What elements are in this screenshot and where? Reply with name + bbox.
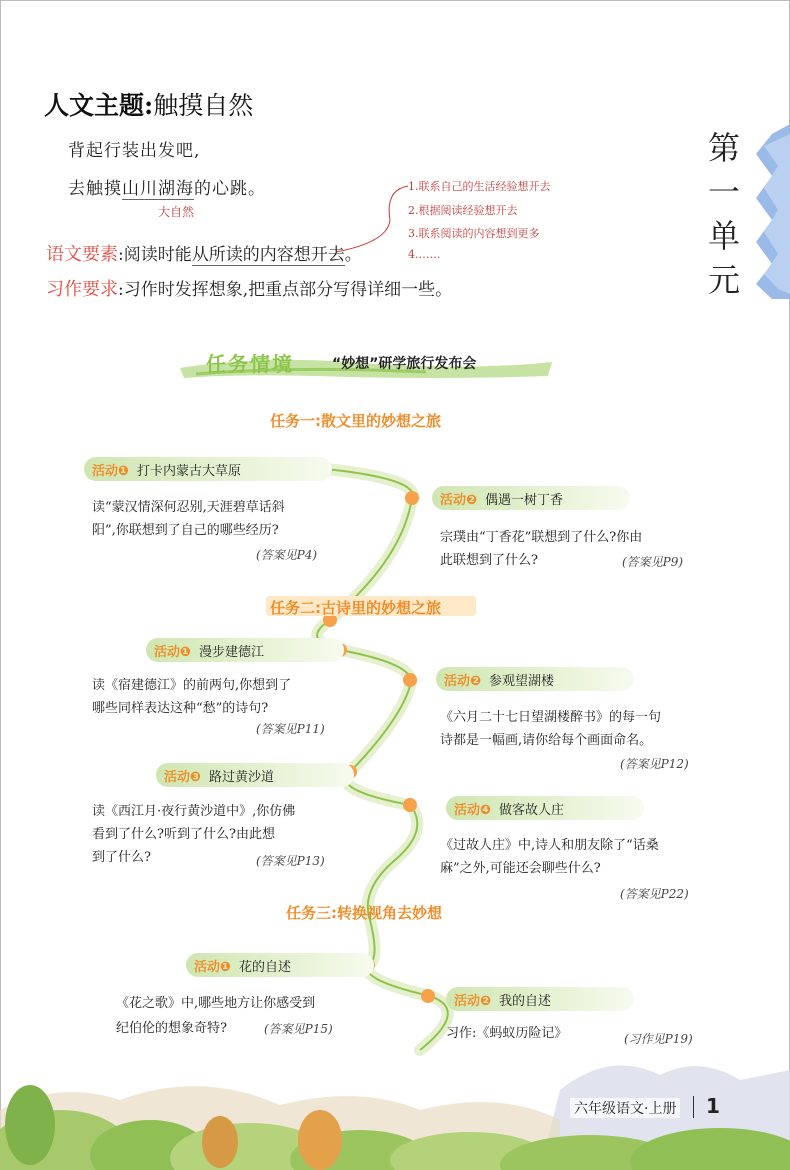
note-4: 4.…… xyxy=(408,248,441,261)
path-node-9 xyxy=(421,989,435,1003)
activity-1-1-answer: (答案见P4) xyxy=(256,548,318,562)
poem-line-1: 背起行装出发吧, xyxy=(68,141,201,161)
activity-3-1-desc-1: 《花之歌》中,哪些地方让你感受到 xyxy=(116,996,316,1011)
activity-2-1-label: 漫步建德江 xyxy=(199,644,265,660)
poem-line-2-pre: 去触摸 xyxy=(68,179,122,199)
reading-post: 。 xyxy=(344,245,362,265)
situation-label: 任务情境 xyxy=(206,352,294,376)
task-3-title: 任务三:转换视角去妙想 xyxy=(286,904,442,922)
activity-1-2-desc-1: 宗璞由“丁香花”联想到了什么?你由 xyxy=(440,530,643,545)
activity-2-2-desc-2: 诗都是一幅画,请你给每个画面命名。 xyxy=(440,733,653,748)
theme-text: 触摸自然 xyxy=(153,91,254,120)
unit-char-4: 元 xyxy=(707,261,740,299)
activity-3-2-label: 我的自述 xyxy=(499,993,552,1009)
activity-1-1-badge: 活动❶ xyxy=(92,463,130,479)
activity-2-4-label: 做客故人庄 xyxy=(499,802,565,818)
activity-2-2-chip xyxy=(436,667,634,691)
theme-colon: : xyxy=(144,91,154,120)
note-1: 1.联系自己的生活经验想开去 xyxy=(408,180,551,193)
activity-2-1-chip xyxy=(146,638,344,662)
footer-divider xyxy=(693,1096,694,1118)
activity-2-4-answer: (答案见P22) xyxy=(620,887,689,901)
activity-3-2-desc-1: 习作:《蚂蚁历险记》 xyxy=(446,1026,568,1041)
activity-2-3-chip xyxy=(156,763,354,787)
activity-1-2-label: 偶遇一树丁香 xyxy=(485,492,564,508)
activity-2-1-answer: (答案见P11) xyxy=(256,722,325,736)
activity-1-1-label: 打卡内蒙古大草原 xyxy=(137,463,242,479)
activity-3-2-answer: (习作见P19) xyxy=(624,1032,693,1046)
activity-2-3-label: 路过黄沙道 xyxy=(209,769,275,785)
activity-2-3-desc-1: 读《西江月·夜行黄沙道中》,你仿佛 xyxy=(92,804,296,819)
unit-char-1: 第 xyxy=(707,129,740,167)
activity-2-1-badge: 活动❶ xyxy=(154,644,192,660)
activity-2-3-badge: 活动❸ xyxy=(164,769,202,785)
activity-2-2-desc-1: 《六月二十七日望湖楼醉书》的每一句 xyxy=(440,710,662,725)
activity-2-3-desc-2: 看到了什么?听到了什么?由此想 xyxy=(92,827,275,842)
unit-char-2: 一 xyxy=(707,173,740,211)
activity-1-2-chip xyxy=(432,486,630,510)
activity-3-2-badge: 活动❷ xyxy=(454,993,492,1009)
activity-2-1-desc-1: 读《宿建德江》的前两句,你想到了 xyxy=(92,678,292,693)
theme-label: 人文主题 xyxy=(44,91,145,120)
page-number: 1 xyxy=(706,1094,720,1118)
reading-underlined: 从所读的内容想开去 xyxy=(191,245,345,265)
handnote-nature: 大自然 xyxy=(158,205,195,219)
activity-2-1-desc-2: 哪些同样表达这种“愁”的诗句? xyxy=(92,701,269,716)
situation-title: “妙想”研学旅行发布会 xyxy=(332,356,477,372)
path-node-2 xyxy=(405,491,419,505)
unit-char-3: 单 xyxy=(707,217,740,255)
poem-line-2-post: 的心跳。 xyxy=(194,179,266,199)
book-title: 六年级语文·上册 xyxy=(570,1098,680,1118)
activity-2-3-answer: (答案见P13) xyxy=(256,854,325,868)
activity-3-1-answer: (答案见P15) xyxy=(264,1022,333,1036)
activity-3-2-chip xyxy=(446,987,634,1011)
activity-3-1-label: 花的自述 xyxy=(239,959,292,975)
activity-2-2-label: 参观望湖楼 xyxy=(489,673,555,689)
activity-1-2-badge: 活动❷ xyxy=(440,492,478,508)
activity-1-1-desc-1: 读“蒙汉情深何忍别,天涯碧草话斜 xyxy=(92,500,285,515)
activity-2-4-desc-1: 《过故人庄》中,诗人和朋友除了“话桑 xyxy=(440,838,659,853)
activity-2-2-badge: 活动❷ xyxy=(444,673,482,689)
activity-3-1-badge: 活动❶ xyxy=(194,959,232,975)
task-2-title: 任务二:古诗里的妙想之旅 xyxy=(270,599,441,617)
poem-line-2-underlined: 山川湖海 xyxy=(122,179,194,199)
activity-2-2-answer: (答案见P12) xyxy=(620,757,689,771)
path-node-7 xyxy=(403,798,417,812)
writing-text: :习作时发挥想象,把重点部分写得详细一些。 xyxy=(118,280,453,300)
activity-2-4-chip xyxy=(446,796,644,820)
activity-3-1-chip xyxy=(186,953,374,977)
writing-label: 习作要求 xyxy=(46,279,118,300)
activity-1-2-desc-2: 此联想到了什么? xyxy=(440,553,538,568)
reading-pre: :阅读时能 xyxy=(118,245,192,265)
activity-1-1-desc-2: 阳”,你联想到了自己的哪些经历? xyxy=(92,523,279,538)
activity-3-1-desc-2: 纪伯伦的想象奇特? xyxy=(116,1021,227,1036)
note-3: 3.联系阅读的内容想到更多 xyxy=(408,227,540,240)
activity-1-1-chip xyxy=(84,457,332,481)
activity-1-2-answer: (答案见P9) xyxy=(622,555,684,569)
reading-label: 语文要素 xyxy=(46,244,118,265)
task-1-title: 任务一:散文里的妙想之旅 xyxy=(270,412,441,430)
activity-2-3-desc-3: 到了什么? xyxy=(92,850,151,865)
activity-2-4-desc-2: 麻”之外,可能还会聊些什么? xyxy=(440,861,601,876)
activity-2-4-badge: 活动❹ xyxy=(454,802,492,818)
note-2: 2.根据阅读经验想开去 xyxy=(408,204,518,217)
path-node-5 xyxy=(403,673,417,687)
